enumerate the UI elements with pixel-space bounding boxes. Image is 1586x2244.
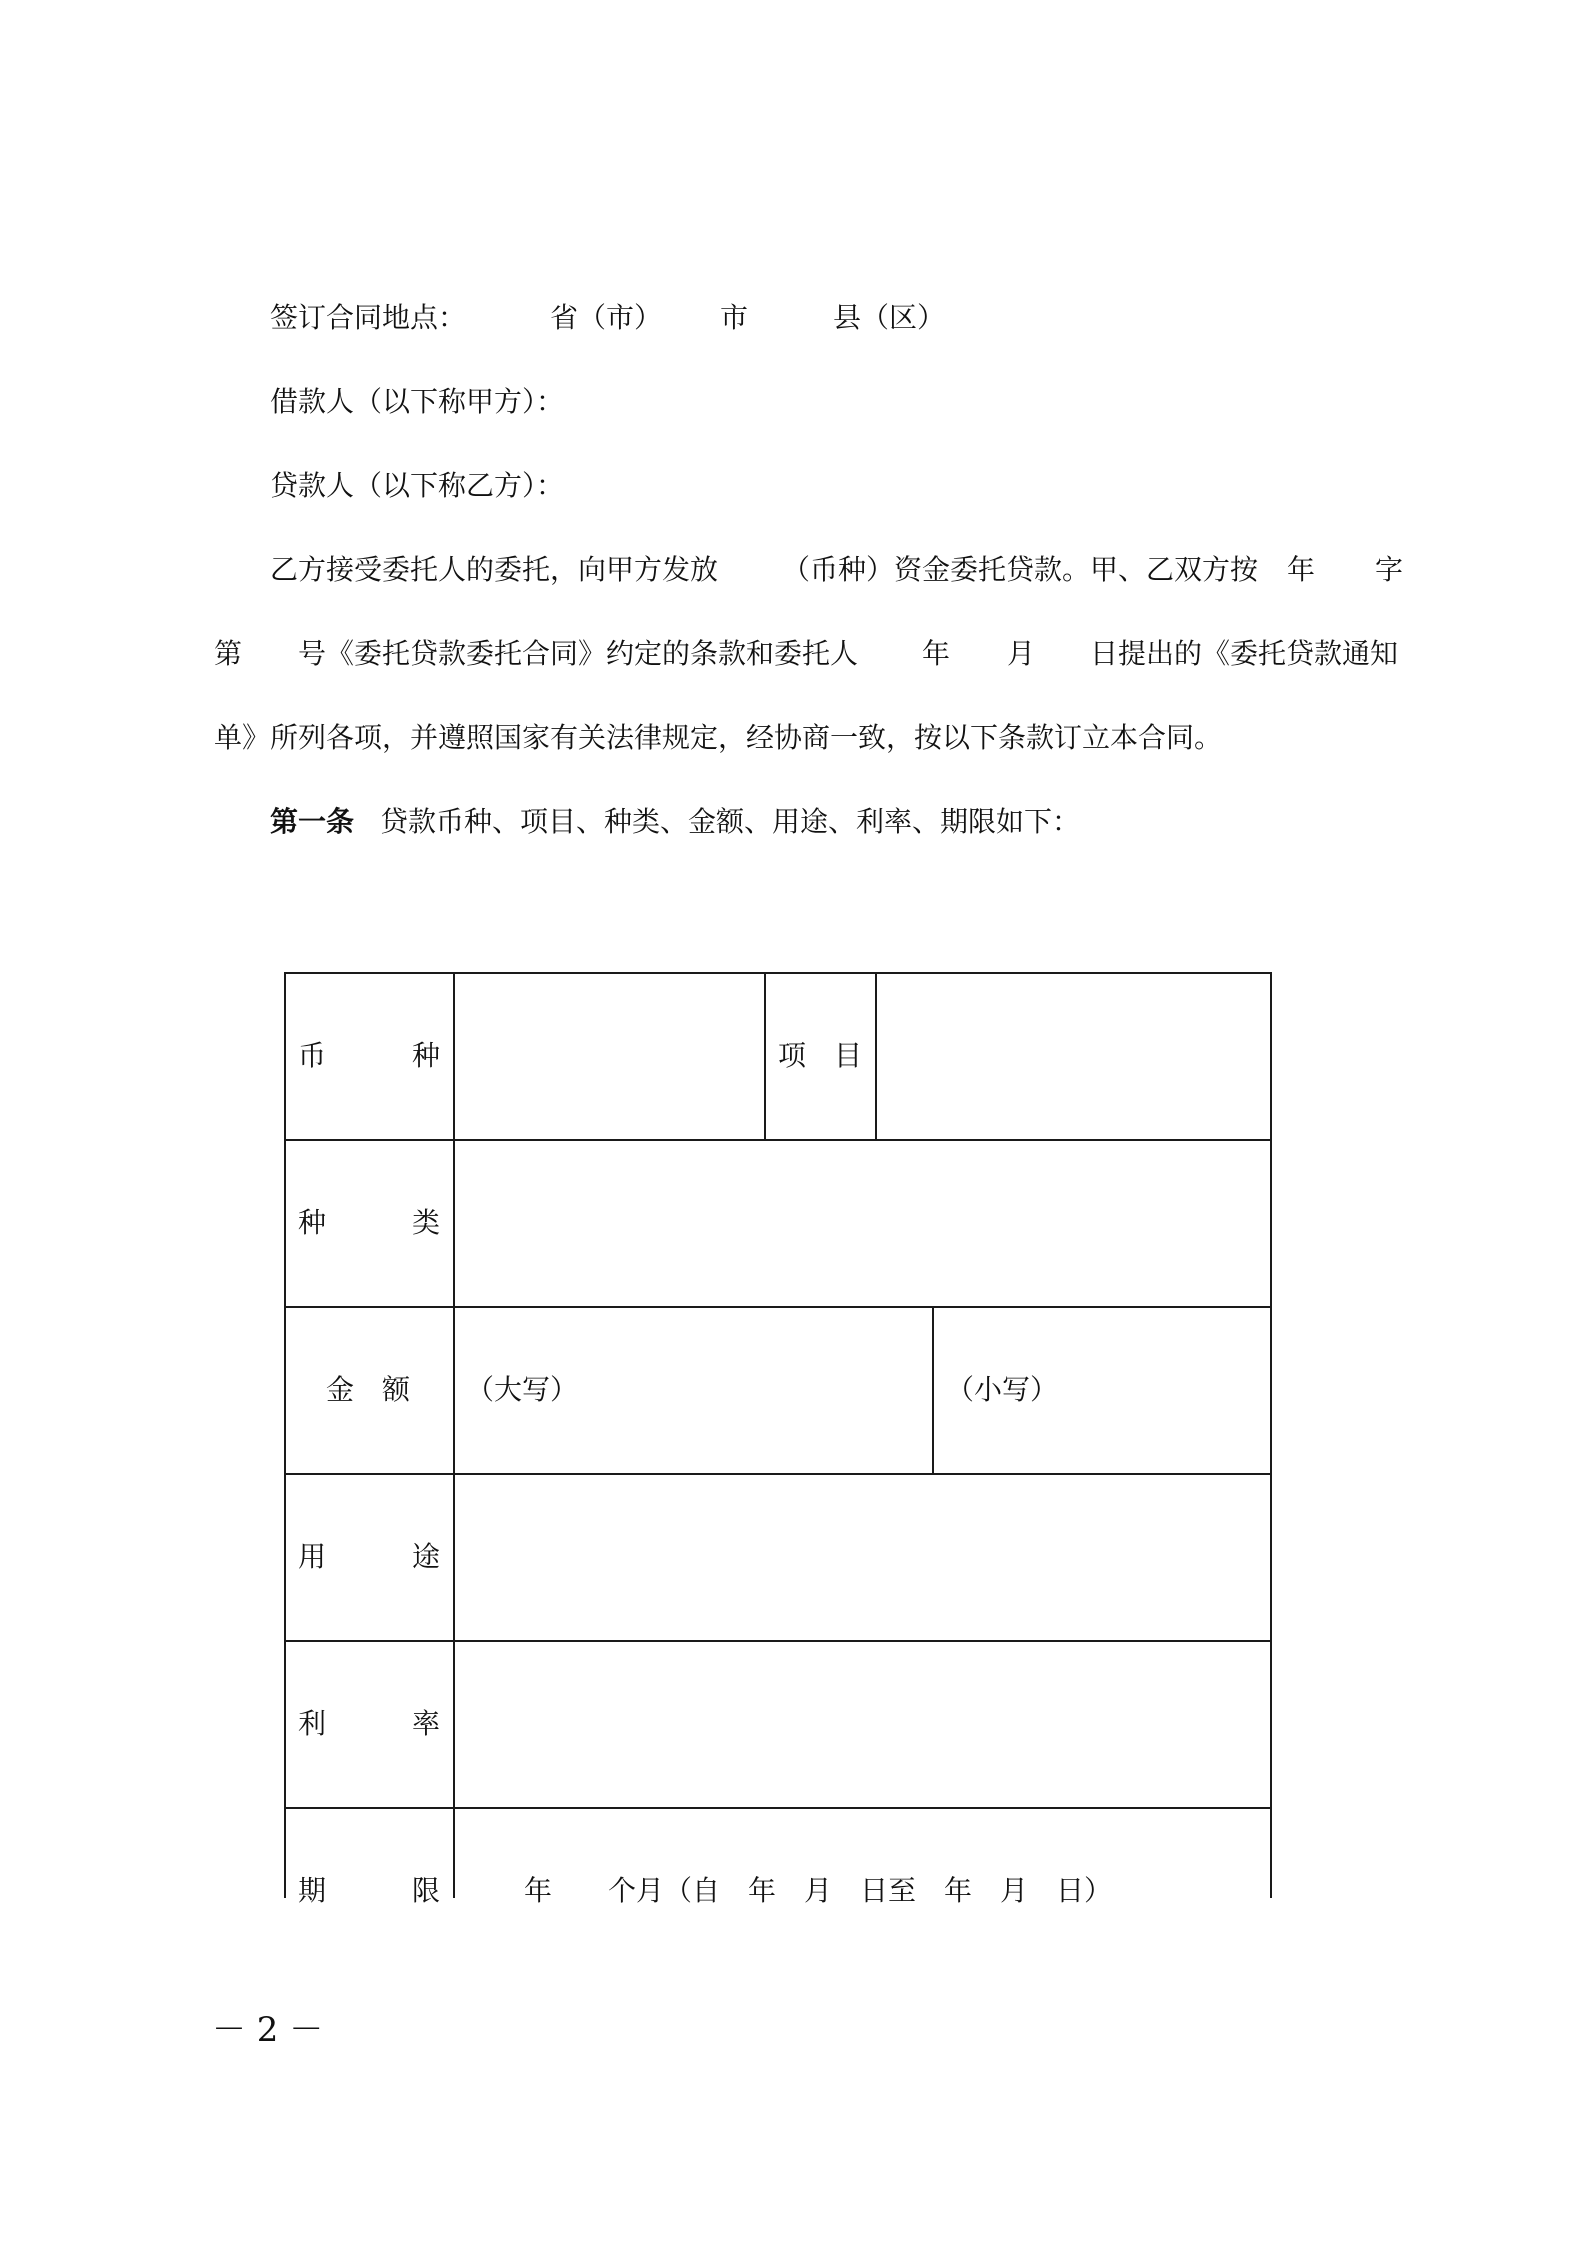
type-label: 种	[298, 1206, 327, 1239]
table-border	[284, 972, 286, 1898]
lender-line: 贷款人（以下称乙方）：	[270, 469, 565, 502]
county-label: 县（区）	[833, 301, 946, 334]
currency-label: 币	[298, 1039, 327, 1072]
table-divider	[932, 1306, 934, 1473]
project-label: 项 目	[778, 1039, 863, 1072]
table-divider	[764, 972, 766, 1139]
table-border	[1270, 972, 1272, 1898]
table-rule	[284, 1473, 1272, 1475]
table-rule	[284, 1807, 1272, 1809]
table-divider	[453, 972, 455, 1898]
intro-text: （币种）资金委托贷款。甲、乙双方按	[782, 553, 1259, 586]
signing-place-label: 签订合同地点：	[270, 301, 467, 334]
article-1-text: 贷款币种、项目、种类、金额、用途、利率、期限如下：	[380, 805, 1081, 838]
amount-uppercase-label: （大写）	[466, 1373, 579, 1406]
intro-text: 第	[214, 637, 243, 670]
intro-line-3: 单》所列各项，并遵照国家有关法律规定，经协商一致，按以下条款订立本合同。	[214, 721, 1223, 754]
usage-label: 用	[298, 1540, 327, 1573]
table-rule	[284, 1306, 1272, 1308]
intro-text: 字	[1375, 553, 1404, 586]
usage-label: 途	[412, 1540, 441, 1573]
term-label: 限	[412, 1874, 441, 1907]
intro-text: 日提出的《委托贷款通知	[1090, 637, 1399, 670]
amount-lowercase-label: （小写）	[946, 1373, 1059, 1406]
intro-text: 月	[1007, 637, 1036, 670]
article-1-title: 第一条	[270, 805, 355, 838]
borrower-line: 借款人（以下称甲方）：	[270, 385, 565, 418]
rate-label: 率	[412, 1707, 441, 1740]
intro-text: 年	[1287, 553, 1316, 586]
intro-text: 号《委托贷款委托合同》约定的条款和委托人	[298, 637, 859, 670]
term-value: 年 个月（自 年 月 日至 年 月 日）	[524, 1874, 1113, 1907]
table-rule	[284, 1139, 1272, 1141]
intro-text: 乙方接受委托人的委托，向甲方发放	[270, 553, 719, 586]
intro-text: 年	[922, 637, 951, 670]
amount-label: 金 额	[326, 1373, 411, 1406]
rate-label: 利	[298, 1707, 327, 1740]
table-divider	[875, 972, 877, 1139]
city-label: 市	[720, 301, 749, 334]
table-rule	[284, 1640, 1272, 1642]
province-label: 省（市）	[550, 301, 663, 334]
table-rule	[284, 972, 1272, 974]
currency-label: 种	[412, 1039, 441, 1072]
page-number: － 2 －	[212, 2010, 324, 2050]
term-label: 期	[298, 1874, 327, 1907]
type-label: 类	[412, 1206, 441, 1239]
